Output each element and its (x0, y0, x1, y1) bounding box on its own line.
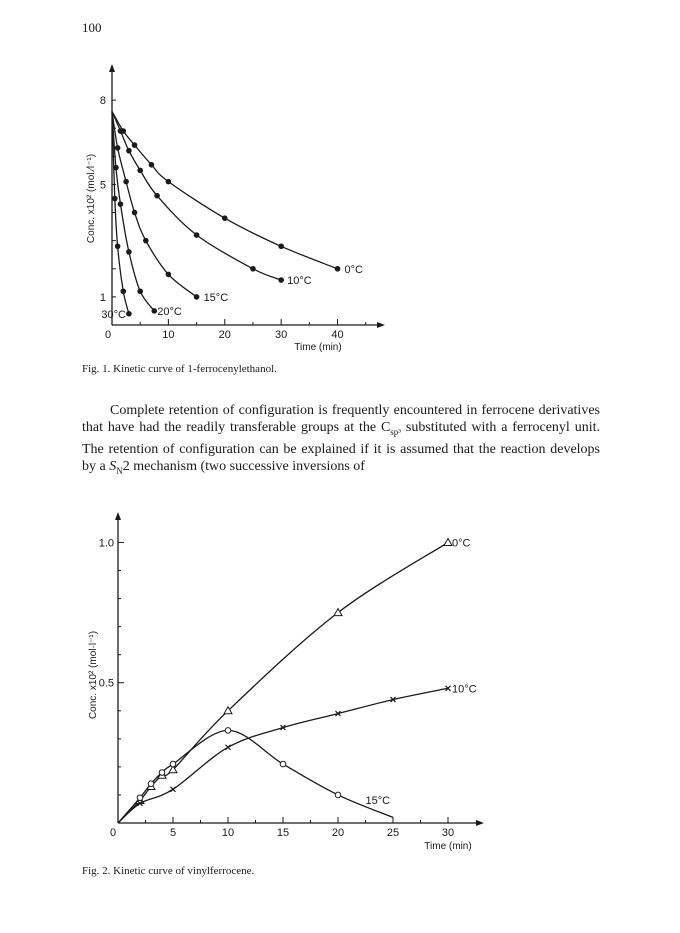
x-tick-label: 15 (276, 827, 290, 839)
figure-1-chart (0, 60, 680, 360)
x-tick-label: 40 (331, 329, 344, 341)
series-10c (118, 683, 477, 823)
y-tick-label: 5 (99, 179, 106, 192)
body-paragraph (82, 402, 600, 480)
page-number: 100 (82, 20, 102, 35)
data-point-dot (137, 288, 143, 294)
x-axis-label: Time (min) (424, 841, 472, 852)
y-tick-label: 1.0 (98, 537, 114, 550)
series-15c (118, 728, 393, 823)
data-point-circle (280, 761, 286, 767)
y-tick-label: 1 (99, 291, 106, 304)
fig1-axes (86, 64, 385, 353)
data-point-dot (132, 142, 138, 148)
data-point-circle (170, 761, 176, 767)
data-point-cross (226, 745, 231, 750)
data-point-circle (225, 728, 231, 734)
data-point-dot (120, 288, 126, 294)
data-point-dot (149, 162, 155, 168)
data-point-dot (143, 238, 149, 244)
data-point-dot (118, 201, 124, 207)
body-text-part-1: Complete retention of configuration is frequently encountered in ferrocene derivatives that have had the readily transferable groups at the C (82, 403, 600, 435)
y-axis-arrow (109, 64, 115, 72)
x-tick-label: 10 (162, 329, 175, 341)
sn-symbol: S (109, 458, 117, 474)
y-tick-label: 8 (99, 95, 106, 108)
fig2-axes (88, 512, 484, 852)
body-text-part-2: substituted with a ferrocenyl unit. The retention of configuration can be explained if it is assumed that the reaction develops by a (82, 420, 600, 474)
series-line (118, 542, 448, 823)
data-point-dot (123, 179, 129, 185)
y-axis-label: Conc. x10² (mol.⁄l⁻¹) (86, 153, 97, 244)
data-point-dot (222, 215, 228, 221)
series-line (118, 688, 448, 823)
data-point-dot (166, 179, 172, 185)
x-tick-label: 30 (441, 827, 455, 839)
data-point-dot (194, 232, 200, 238)
csp-subscript: sp³ (390, 426, 401, 437)
series-line (112, 111, 197, 297)
data-point-dot (194, 294, 200, 300)
data-point-dot (278, 277, 284, 283)
data-point-dot (250, 266, 256, 272)
series-label: 0°C (344, 263, 364, 276)
series-label: 20°C (157, 305, 182, 318)
x-tick-label: 25 (386, 827, 400, 839)
x-tick-label: 0 (109, 827, 117, 839)
series-label: 0°C (452, 537, 471, 550)
data-point-dot (154, 193, 160, 199)
y-axis-label: Conc. x10² (mol·l⁻¹) (88, 630, 99, 720)
figure-2-caption: Fig. 2. Kinetic curve of vinylferrocene. (82, 865, 255, 877)
data-point-dot (115, 243, 121, 249)
series-label: 15°C (203, 291, 229, 304)
data-point-dot (132, 210, 138, 216)
data-point-cross (171, 787, 176, 792)
data-point-dot (118, 128, 124, 134)
data-point-dot (115, 145, 121, 151)
data-point-dot (335, 266, 341, 272)
data-point-dot (151, 308, 157, 314)
data-point-dot (278, 243, 284, 249)
series-label: 30°C (101, 308, 126, 321)
sn-subscript: N (116, 465, 123, 476)
x-axis-arrow (476, 820, 484, 826)
x-tick-label: 0 (104, 329, 112, 341)
series-line (112, 111, 338, 268)
y-axis-arrow (115, 512, 121, 520)
data-point-dot (126, 249, 132, 255)
data-point-circle (137, 795, 143, 801)
series-label: 10°C (452, 683, 477, 696)
series-label: 15°C (365, 795, 391, 808)
data-point-circle (335, 792, 341, 798)
x-tick-label: 20 (218, 329, 231, 341)
series-10c (112, 111, 312, 287)
x-tick-label: 20 (331, 827, 345, 839)
series-line (112, 111, 281, 280)
data-point-triangle (444, 538, 452, 545)
series-0c (112, 111, 363, 275)
x-tick-label: 10 (221, 827, 235, 839)
body-text-part-3: 2 mechanism (two successive inversions of (122, 458, 365, 474)
data-point-dot (112, 196, 118, 202)
series-label: 10°C (287, 275, 312, 288)
figure-1-caption: Fig. 1. Kinetic curve of 1-ferrocenylethanol. (82, 363, 277, 375)
data-point-triangle (334, 609, 342, 616)
data-point-dot (166, 272, 172, 278)
data-point-dot (126, 148, 132, 154)
data-point-circle (148, 781, 154, 787)
data-point-dot (137, 168, 143, 174)
data-point-dot (126, 311, 132, 317)
x-tick-label: 5 (169, 827, 177, 839)
figure-2-chart (0, 505, 680, 865)
x-axis-label: Time (min) (294, 342, 342, 353)
series-0c (118, 537, 471, 823)
data-point-circle (159, 770, 165, 776)
y-tick-label: 0.5 (98, 677, 114, 690)
x-axis-arrow (377, 322, 385, 328)
series-15c (112, 111, 228, 303)
x-tick-label: 30 (275, 329, 288, 341)
